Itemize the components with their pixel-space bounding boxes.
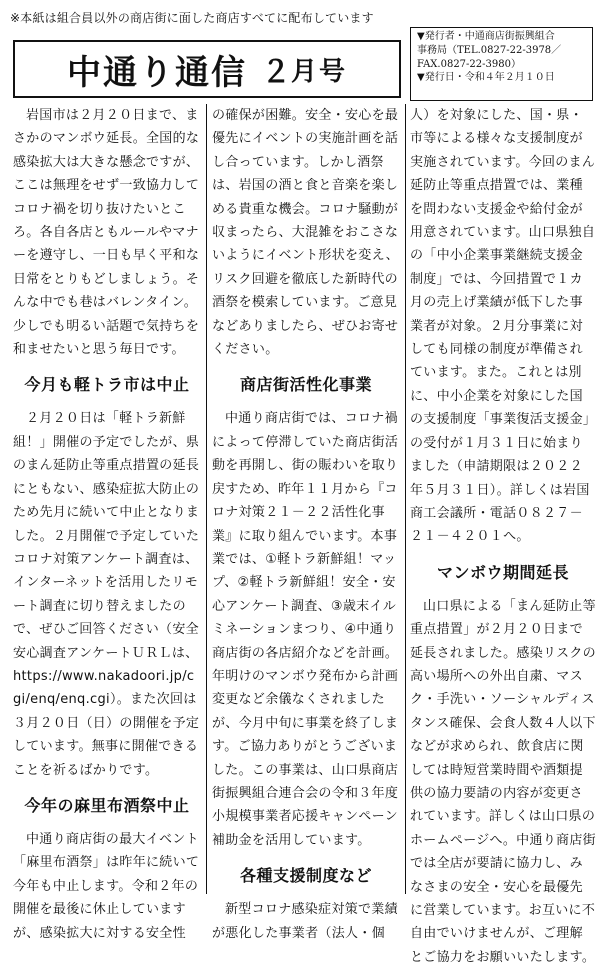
issue-suffix: 月号: [290, 56, 347, 87]
column-divider: [405, 104, 406, 894]
office-fax: FAX.0827-22-3980）: [417, 58, 521, 70]
column-3: [410, 104, 596, 965]
distribution-notice: ※本紙は組合員以外の商店街に面した商店すべてに配布しています: [10, 11, 374, 25]
publisher-box: [410, 27, 593, 101]
column-2: [212, 104, 400, 941]
support-programs-paragraph: 新型コロナ感染症対策で業績が悪化した事業者（法人・個: [212, 902, 398, 941]
heading-revitalization-project: 商店街活性化事業: [239, 375, 372, 395]
publisher-line: ▼発行者・中通商店街振興組合: [417, 31, 555, 42]
kei-tora-paragraph: ２月２０日は「軽トラ新鮮組！」開催の予定でしたが、県のまん延防止等重点措置の延長にともない、感染症拡大防止のため先月に続いて中止となりました。２月開催で予定していたコロナ対策アンケート調査は、インターネットを活用したリモート調査に切り替えましたので、ぜひご回答ください（安全安心調査アンケートＵＲＬは、https://www.nakadoori.jp/cgi/enq/enq.cgi）。また次回は３月２０日（日）の開催を予定しています。無事に開催できることを祈るばかりです。: [13, 411, 200, 778]
manbou-paragraph: 山口県による「まん延防止等重点措置」が２月２０日まで延長されました。感染リスクの高い場所への外出自粛、マスク・手洗い・ソーシャルディスタンス確保、会食人数４人以下などが求められ、飲食店に関しては時短営業時間や酒類提供の協力要請の内容が変更されています。詳しくは山口県のホームページへ。中通り商店街では全店が要請に協力し、みなさまの安全・安心を最優先に営業しています。お互いに不自由でいけませんが、ご理解とご協力をお願いいたします。: [410, 598, 596, 965]
intro-paragraph: 岩国市は２月２０日まで、まさかのマンボウ延長。全国的な感染拡大は大きな懸念ですが、ここは無理をせず一致協力してコロナ禍を切り抜けたいところ。各自各店ともルールやマナーを遵守し、一日も早く平和な日常をとりもどしましょう。そんな中でも巷はバレンタイン。少しでも明るい話題で気持ちを和ませたいと思う毎日です。: [13, 108, 200, 358]
column-1: [13, 104, 201, 941]
issue-date: ▼発行日・令和４年２月１０日: [417, 72, 555, 84]
issue-number: ２: [260, 55, 291, 90]
newsletter-title: 中通り通信: [66, 52, 247, 93]
heading-kei-tora-cancel: 今月も軽トラ市は中止: [24, 375, 190, 395]
revitalization-paragraph: 中通り商店街では、コロナ禍によって停滞していた商店街活動を再開し、街の賑わいを取り戻すため、昨年１１月から『コロナ対策２１－２２活性化事業』に取り組んでいます。本事業では、①軽トラ新鮮組！マップ、②軽トラ新鮮組！安全・安心アンケート調査、③歳末イルミネーションまつり、④中通り商店街の各店紹介などを計画。年明けのマンボウ発布から計画変更など余儀なくされましたが、今月中旬に事業を終了します。ご協力ありがとうございました。この事業は、山口県商店街振興組合連合会の令和３年度小規模事業者応援キャンペーン補助金を活用しています。: [212, 411, 399, 848]
heading-sake-festival-cancel: 今年の麻里布酒祭中止: [24, 795, 190, 815]
column-divider: [206, 104, 207, 894]
sake-festival-continued: の確保が困難。安全・安心を最優先にイベントの実施計画を話し合っています。しかし酒祭は、岩国の酒と食と音楽を楽しめる貴重な機会。コロナ騒動が収まったら、大混雑をおこさないようにイベント形状を変え、リスク回避を徹底した新時代の酒祭を模索しています。ご意見などありましたら、ぜひお寄せください。: [212, 108, 399, 358]
heading-manbou-extension: マンボウ期間延長: [436, 562, 569, 582]
sake-festival-paragraph: 中通り商店街の最大イベント「麻里布酒祭」は昨年に続いて今年も中止します。令和２年の開催を最後に休止していますが、感染拡大に対する安全性: [13, 831, 200, 941]
heading-support-programs: 各種支援制度など: [239, 866, 372, 886]
office-phone: 事務局（TEL.0827-22-3978／: [417, 44, 562, 56]
support-programs-continued: 人）を対象にした、国・県・市等による様々な支援制度が実施されています。今回のまん延防止等重点措置では、業種を問わない支援金や給付金が用意されています。山口県独自の「中小企業事業継続支援金制度」では、今回措置で１カ月の売上げ業績が低下した事業者が対象。２月分事業に対しても同様の制度が準備されています。また。これとは別に、中小企業を対象にした国の支援制度「事業復活支援金」の受付が１月３１日に始まりました（申請期限は２０２２年５月３１日）。詳しくは岩国商工会議所・電話０８２７－２１－４２０１へ。: [410, 108, 596, 545]
masthead: [13, 40, 401, 98]
